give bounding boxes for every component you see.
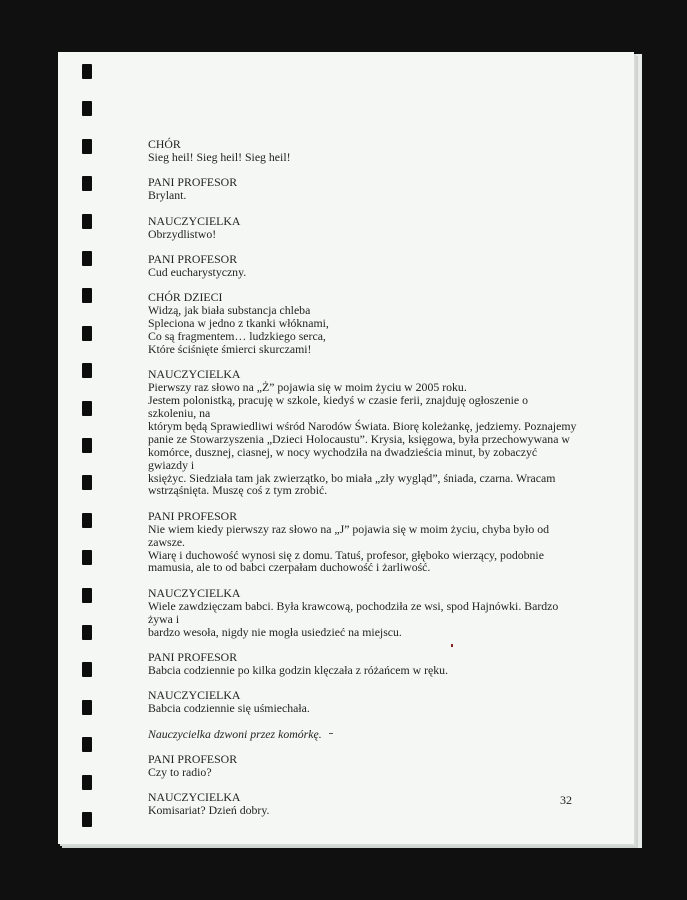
dialogue-line: Spleciona w jedno z tkanki włóknami, bbox=[148, 316, 329, 331]
binding-hole bbox=[82, 139, 92, 154]
binding-hole bbox=[82, 288, 92, 303]
dialogue-line: Pierwszy raz słowo na „Ż” pojawia się w moim życiu w 2005 roku. bbox=[148, 380, 467, 395]
dialogue-line: Babcia codziennie po kilka godzin klęczała z różańcem w ręku. bbox=[148, 662, 449, 677]
speaker-name: NAUCZYCIELKA bbox=[148, 790, 241, 805]
dialogue-line: Czy to radio? bbox=[148, 764, 212, 779]
dialogue-line: Cud eucharystyczny. bbox=[148, 264, 247, 279]
dialogue-line: Co są fragmentem… ludzkiego serca, bbox=[148, 328, 326, 343]
binding-hole bbox=[82, 326, 92, 341]
dialogue-line: Komisariat? Dzień dobry. bbox=[148, 803, 270, 818]
dialogue-line: Obrzydlistwo! bbox=[148, 226, 217, 241]
ink-mark bbox=[329, 733, 333, 734]
dialogue-line: mamusia, ale to od babci czerpałam duchowość i żarliwość. bbox=[148, 560, 431, 575]
dialogue-block bbox=[148, 510, 578, 575]
binding-hole bbox=[82, 513, 92, 528]
stage-direction: Nauczycielka dzwoni przez komórkę. bbox=[148, 726, 322, 741]
dialogue-block bbox=[148, 651, 578, 677]
dialogue-line: Nie wiem kiedy pierwszy raz słowo na „J” pojawia się w moim życiu, chyba było od zawsze. bbox=[148, 521, 549, 549]
dialogue-line: komórce, dusznej, ciasnej, w nocy wychodziła na dwadzieścia minut, by zobaczyć gwiazdy i bbox=[148, 444, 538, 472]
binding-hole bbox=[82, 176, 92, 191]
speaker-name: CHÓR DZIECI bbox=[148, 290, 223, 305]
binding-hole bbox=[82, 812, 92, 827]
dialogue-block bbox=[148, 753, 578, 779]
binding-hole bbox=[82, 401, 92, 416]
dialogue-line: którym będą Sprawiedliwi wśród Narodów Świata. Biorę koleżankę, jedziemy. Poznajemy bbox=[148, 418, 577, 433]
page-number: 32 bbox=[560, 793, 572, 807]
speaker-name: PANI PROFESOR bbox=[148, 175, 238, 190]
speaker-name: NAUCZYCIELKA bbox=[148, 213, 241, 228]
dialogue-line: Wiarę i duchowość wynosi się z domu. Tatuś, profesor, głęboko wierzący, podobnie bbox=[148, 547, 544, 562]
dialogue-line: Widzą, jak biała substancja chleba bbox=[148, 303, 311, 318]
script-text bbox=[148, 138, 578, 830]
dialogue-block bbox=[148, 138, 578, 164]
dialogue-line: Sieg heil! Sieg heil! Sieg heil! bbox=[148, 149, 291, 164]
binding-hole bbox=[82, 64, 92, 79]
stage-direction-block bbox=[148, 728, 578, 741]
dialogue-block bbox=[148, 176, 578, 202]
binding-hole bbox=[82, 700, 92, 715]
dialogue-line: Brylant. bbox=[148, 188, 187, 203]
dialogue-block bbox=[148, 791, 578, 817]
binding-hole bbox=[82, 737, 92, 752]
dialogue-line: Które ściśnięte śmierci skurczami! bbox=[148, 341, 312, 356]
binding-hole bbox=[82, 625, 92, 640]
dialogue-block bbox=[148, 368, 578, 497]
binding-hole bbox=[82, 214, 92, 229]
dialogue-block bbox=[148, 215, 578, 241]
dialogue-line: wstrząśnięta. Muszę coś z tym zrobić. bbox=[148, 483, 328, 498]
dialogue-line: panie ze Stowarzyszenia „Dzieci Holocaustu”. Krysia, księgowa, była przechowywana w bbox=[148, 431, 570, 446]
ink-speck bbox=[451, 644, 453, 647]
speaker-name: NAUCZYCIELKA bbox=[148, 688, 241, 703]
dialogue-block bbox=[148, 689, 578, 715]
dialogue-block bbox=[148, 253, 578, 279]
binding-hole bbox=[82, 775, 92, 790]
speaker-name: PANI PROFESOR bbox=[148, 508, 238, 523]
spiral-binding bbox=[82, 60, 96, 840]
dialogue-block bbox=[148, 291, 578, 356]
speaker-name: PANI PROFESOR bbox=[148, 650, 238, 664]
dialogue-line: Wiele zawdzięczam babci. Była krawcową, pochodziła ze wsi, spod Hajnówki. Bardzo żywa i bbox=[148, 598, 559, 626]
dialogue-line: Jestem polonistką, pracuję w szkole, kiedyś w czasie ferii, znajduję ogłoszenie o szkoleniu, na bbox=[148, 393, 529, 420]
binding-hole bbox=[82, 438, 92, 453]
binding-hole bbox=[82, 363, 92, 378]
dialogue-line: księżyc. Siedziała tam jak zwierzątko, bo miała „zły wygląd”, śniada, czarna. Wracam bbox=[148, 470, 556, 485]
binding-hole bbox=[82, 101, 92, 116]
speaker-name: PANI PROFESOR bbox=[148, 752, 238, 767]
binding-hole bbox=[82, 588, 92, 603]
binding-hole bbox=[82, 251, 92, 266]
binding-hole bbox=[82, 550, 92, 565]
dialogue-line: Babcia codziennie się uśmiechała. bbox=[148, 701, 310, 716]
speaker-name: NAUCZYCIELKA bbox=[148, 585, 241, 600]
speaker-name: PANI PROFESOR bbox=[148, 251, 238, 266]
speaker-name: CHÓR bbox=[148, 137, 181, 151]
dialogue-line: bardzo wesoła, nigdy nie mogła usiedzieć na miejscu. bbox=[148, 624, 402, 639]
speaker-name: NAUCZYCIELKA bbox=[148, 367, 241, 382]
binding-hole bbox=[82, 662, 92, 677]
dialogue-block bbox=[148, 587, 578, 639]
binding-hole bbox=[82, 475, 92, 490]
